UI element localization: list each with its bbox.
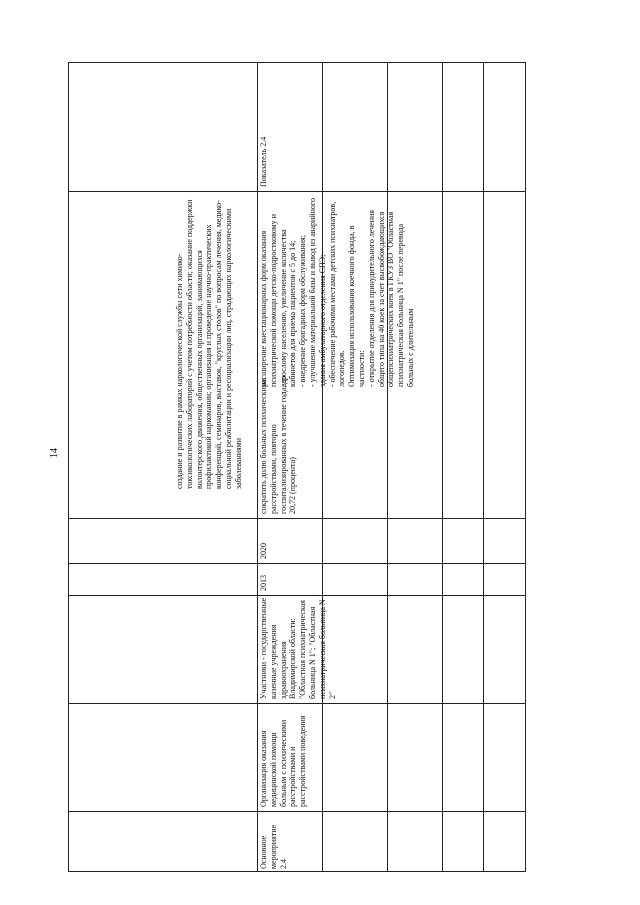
row-divider [387,63,388,871]
end-year: 2020 [259,543,268,559]
measure-label: Основное мероприятие 2.4 [259,824,288,869]
expected-result: сократить долю больных психическими расстройствами, повторно госпитализированных в течение года, до 20,72 (процента) [259,375,298,514]
program-measures-table [68,62,526,872]
row-divider [442,63,443,871]
page-number: 14 [49,448,60,458]
indicator-link: Показатель 2.4 [259,136,268,187]
row-divider [483,63,484,871]
column-divider [69,518,525,519]
start-year: 2013 [259,575,268,591]
column-divider [69,811,525,812]
measure-description: расширение внестационарных форм оказания психиатрической помощи детско-подростковому и взрослому населению, увеличение количества кабинетов для приема пациентов с 5 до 14; - внедрение бригадных форм обслуживания; - улучшение материальной базы и вывод из аварийного здания амбулаторного отделения СПЭ; - обеспечение рабочими местами детских психиатров, логопедов. Оптимизация использования коечного фонда, в частности: - открытие отделения для принудительного лечения общего типа на 40 коек за счет высвобождающихся общепсихиатрических коек в ГКУЗ ВО "Областная психиатрическая больница N 1" после перевода больных с длительным [259,198,415,387]
measure-title: Организация оказания медицинской помощи больным с психическими расстройствами и расстройствами поведения [259,715,308,807]
column-divider [69,563,525,564]
column-divider [69,191,525,192]
participants: Участники - государственные казенные учреждения здравоохранения Владимирской области: "Областная психиатрическая больница N 1"; "Областная психиатрическая больница N 2" [259,597,337,699]
previous-row-description: создание и развитие в рамках наркологической службы сети химико-токсикологических лабораторий с учетом потребности области; оказание поддержки волонтерского движения, общественных организаций, занимающихся профилактикой наркомании; организация и проведение научно-практических конференций, семинаров, выставок, "круглых столов" по вопросам лечения, медико-социальной реабилитации и ресоциализации лиц, страдающих наркологическими заболеваниями [175,199,243,489]
row-divider [322,63,323,871]
